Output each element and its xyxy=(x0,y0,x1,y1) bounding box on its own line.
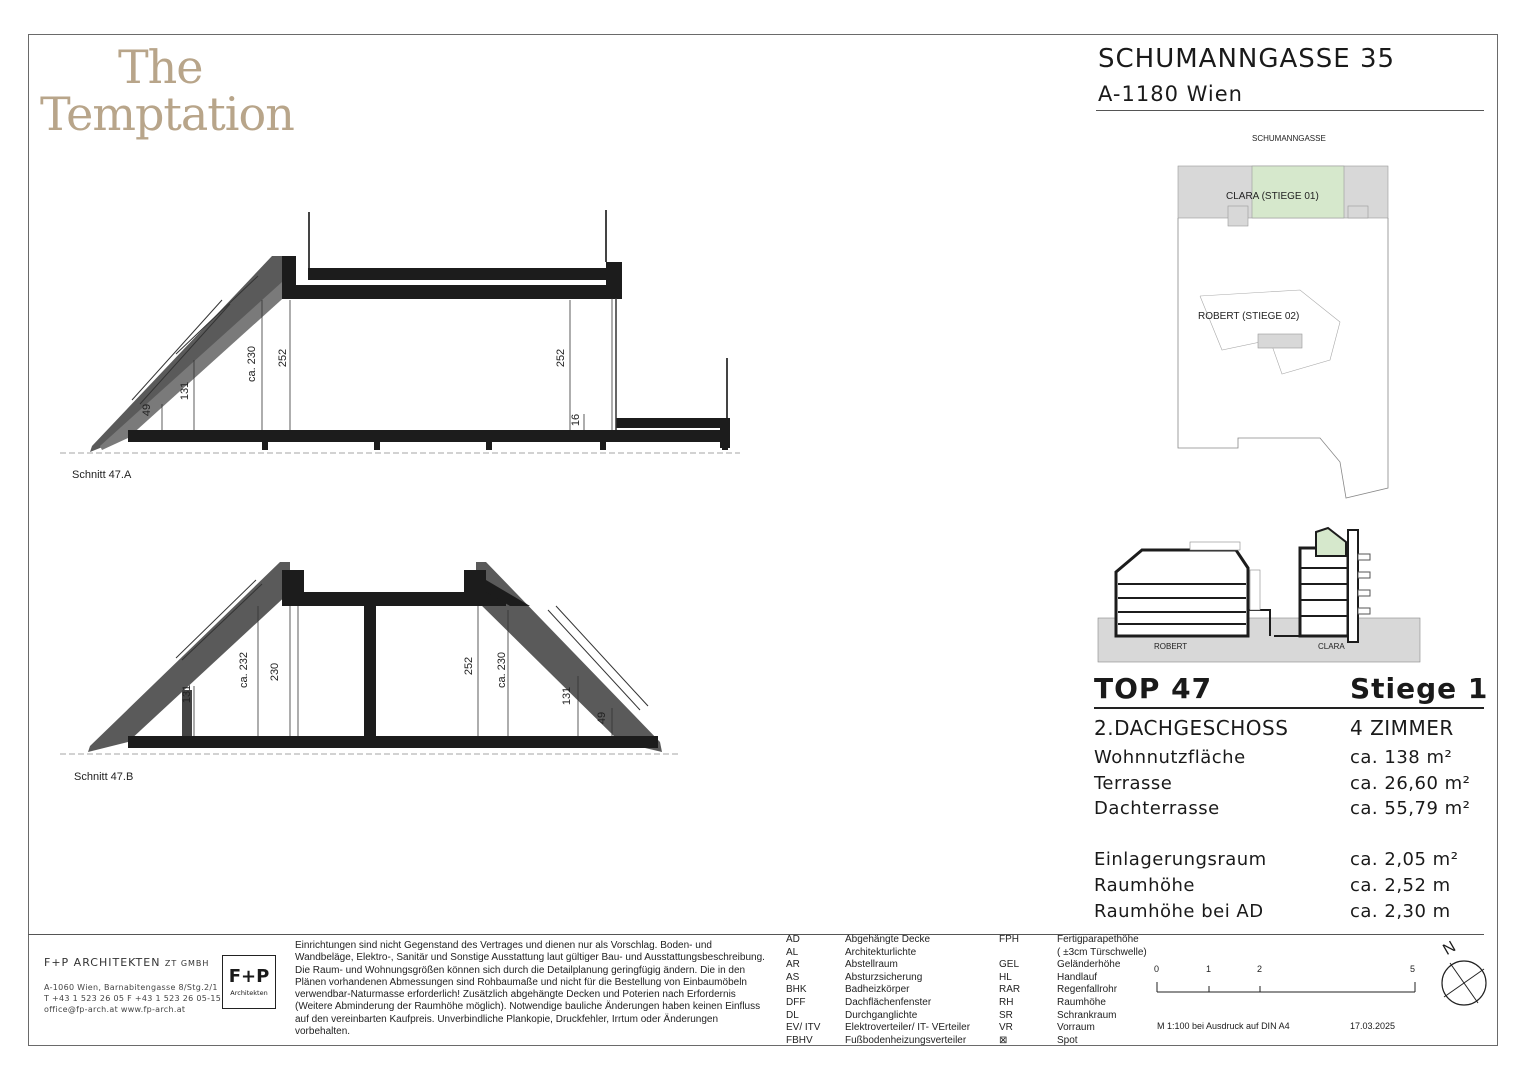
info-key: Raumhöhe bei AD xyxy=(1094,901,1264,922)
address-city: A-1180 Wien xyxy=(1098,82,1243,106)
building-section xyxy=(1098,528,1420,662)
unit-stiege: Stiege 1 xyxy=(1350,672,1489,705)
legend-desc: Durchganglichte xyxy=(845,1009,918,1021)
legend-desc: Fußbodenheizungsverteiler xyxy=(845,1034,967,1046)
architect-address: A-1060 Wien, Barnabitengasse 8/Stg.2/1 xyxy=(44,983,218,992)
architect-web: office@fp-arch.at www.fp-arch.at xyxy=(44,1005,186,1014)
legend-desc: Dachflächenfenster xyxy=(845,996,932,1008)
legend-abbr: DFF xyxy=(786,996,806,1008)
unit-rooms: 4 ZIMMER xyxy=(1350,716,1454,740)
footer-divider xyxy=(28,934,1484,935)
legend-desc: Badheizkörper xyxy=(845,984,910,996)
dim-a-230: ca. 230 xyxy=(246,345,259,383)
fp-logo-mark: F+P xyxy=(228,966,270,987)
legend-abbr: BHK xyxy=(786,984,807,996)
scale-bar xyxy=(1157,982,1415,992)
north-arrow-icon xyxy=(1442,961,1486,1005)
dim-a-131: 131 xyxy=(179,381,192,401)
plan-date: 17.03.2025 xyxy=(1350,1021,1396,1031)
info-value: ca. 138 m² xyxy=(1350,747,1453,768)
scale-tick-0: 0 xyxy=(1154,964,1160,974)
disclaimer-text: Einrichtungen sind nicht Gegenstand des Vertrages und dienen nur als Vorschlag. Boden- und Wandbeläge, Elektro-, Sanitär und Sonstige Ausstattung laut gültiger Bau- und Ausstattungsbeschreibung. Die Raum- und Wohnungsgrößen können sich durch die Detailplanung geringfügig ändern. Die in den Plänen vorhandenen Abmessungen sind Rohbaumaße und nicht für die Bestellung von Einbaumöbeln verwendbar-Naturmasse erforderlich! Zusätzlich abgehängte Decken und Poterien nach Erfordernis (Weitere Abminderung der Raumhöhe möglich). Notwendige bauliche Änderungen haben keinen Einfluss auf den vereinbarten Kaufpreis. Unverbindliche Plankopie, Druckfehler, Irrtum oder Änderungen vorbehalten. xyxy=(295,940,765,1038)
brand-line-2: Temptation xyxy=(40,87,294,141)
scale-tick-2: 2 xyxy=(1257,964,1263,974)
legend-abbrev-col1 xyxy=(786,934,820,1047)
legend-abbr: AD xyxy=(786,934,800,945)
legend-abbr: ⊠ xyxy=(999,1034,1008,1046)
brand-line-1: The xyxy=(118,40,203,94)
info-key: Dachterrasse xyxy=(1094,798,1220,819)
legend-desc: Absturzsicherung xyxy=(845,971,923,983)
legend-desc: Spot xyxy=(1057,1034,1078,1046)
legend-desc: Raumhöhe xyxy=(1057,996,1106,1008)
address-street: SCHUMANNGASSE 35 xyxy=(1098,44,1396,74)
section-b-drawing xyxy=(60,562,680,754)
legend-desc: Regenfallrohr xyxy=(1057,984,1118,996)
unit-floor: 2.DACHGESCHOSS xyxy=(1094,716,1289,740)
legend-abbr: VR xyxy=(999,1022,1013,1034)
scale-tick-5: 5 xyxy=(1410,964,1416,974)
fp-logo-text: Architekten xyxy=(230,989,268,997)
info-key: Einlagerungsraum xyxy=(1094,849,1267,870)
section-robert-label: ROBERT xyxy=(1154,642,1188,651)
legend-abbr: AL xyxy=(786,946,799,958)
legend-desc: ( ±3cm Türschwelle) xyxy=(1057,946,1147,958)
legend-desc: Schrankraum xyxy=(1057,1009,1117,1021)
legend-abbr: HL xyxy=(999,971,1012,983)
site-clara-label: CLARA (STIEGE 01) xyxy=(1226,191,1319,202)
legend-abbr: EV/ ITV xyxy=(786,1022,821,1034)
dim-b-230b: ca. 230 xyxy=(496,651,509,689)
legend-abbr: SR xyxy=(999,1009,1013,1021)
legend-abbr: GEL xyxy=(999,959,1020,971)
legend-desc: Fertigparapethöhe xyxy=(1057,934,1139,945)
info-value: ca. 2,05 m² xyxy=(1350,849,1459,870)
architect-suffix: ZT GMBH xyxy=(164,959,210,968)
north-label: N xyxy=(1440,938,1459,959)
scale-tick-1: 1 xyxy=(1206,964,1212,974)
legend-desc: Architekturlichte xyxy=(845,946,917,958)
legend-abbr xyxy=(999,947,1020,960)
section-b-label: Schnitt 47.B xyxy=(74,771,134,783)
architect-name xyxy=(44,956,209,969)
legend-desc: Handlauf xyxy=(1057,971,1098,983)
scale-text: M 1:100 bei Ausdruck auf DIN A4 xyxy=(1157,1021,1290,1031)
dim-a-49: 49 xyxy=(141,403,154,417)
dim-b-232: ca. 232 xyxy=(238,651,251,689)
info-key: Wohnnutzfläche xyxy=(1094,747,1246,768)
legend-desc-col2 xyxy=(1057,934,1147,1047)
legend-desc: Abstellraum xyxy=(845,959,898,971)
legend-desc: Vorraum xyxy=(1057,1022,1095,1034)
legend-desc: Abgehängte Decke xyxy=(845,934,931,945)
dim-a-252a: 252 xyxy=(277,348,290,368)
dim-b-131b: 131 xyxy=(561,686,574,706)
section-a-label: Schnitt 47.A xyxy=(72,469,132,481)
info-value: ca. 55,79 m² xyxy=(1350,798,1471,819)
legend-abbr: AR xyxy=(786,959,800,971)
section-a-drawing xyxy=(60,210,740,453)
legend-desc: Elektroverteiler/ IT- VErteiler xyxy=(845,1022,971,1034)
info-key: Raumhöhe xyxy=(1094,875,1195,896)
dim-a-252b: 252 xyxy=(555,348,568,368)
legend-desc: Geländerhöhe xyxy=(1057,959,1121,971)
site-street-label: SCHUMANNGASSE xyxy=(1252,134,1326,143)
dim-b-131a: 131 xyxy=(181,684,194,704)
architect-contact xyxy=(44,982,221,1015)
legend-abbr: DL xyxy=(786,1009,799,1021)
info-value: ca. 2,52 m xyxy=(1350,875,1451,896)
unit-divider xyxy=(1094,707,1484,709)
legend-abbr: FBHV xyxy=(786,1034,813,1046)
legend-abbr: FPH xyxy=(999,934,1019,945)
fp-logo xyxy=(222,955,276,1009)
dim-b-230a: 230 xyxy=(269,662,282,682)
legend-desc-col1 xyxy=(845,934,970,1047)
architect-phone: T +43 1 523 26 05 F +43 1 523 26 05-15 xyxy=(44,994,222,1003)
legend-abbr: RAR xyxy=(999,984,1021,996)
architect-name-text: F+P ARCHITEKTEN xyxy=(44,956,161,969)
legend-abbr: RH xyxy=(999,996,1014,1008)
dim-b-252: 252 xyxy=(463,656,476,676)
info-key: Terrasse xyxy=(1094,773,1173,794)
unit-top: TOP 47 xyxy=(1094,672,1213,705)
info-value: ca. 26,60 m² xyxy=(1350,773,1471,794)
section-clara-label: CLARA xyxy=(1318,642,1345,651)
legend-abbr: AS xyxy=(786,971,800,983)
info-value: ca. 2,30 m xyxy=(1350,901,1451,922)
dim-a-16: 16 xyxy=(570,413,583,427)
dim-b-49: 49 xyxy=(596,711,609,725)
site-plan xyxy=(1178,166,1388,498)
legend-abbrev-col2 xyxy=(999,934,1020,1047)
site-robert-label: ROBERT (STIEGE 02) xyxy=(1198,311,1300,322)
